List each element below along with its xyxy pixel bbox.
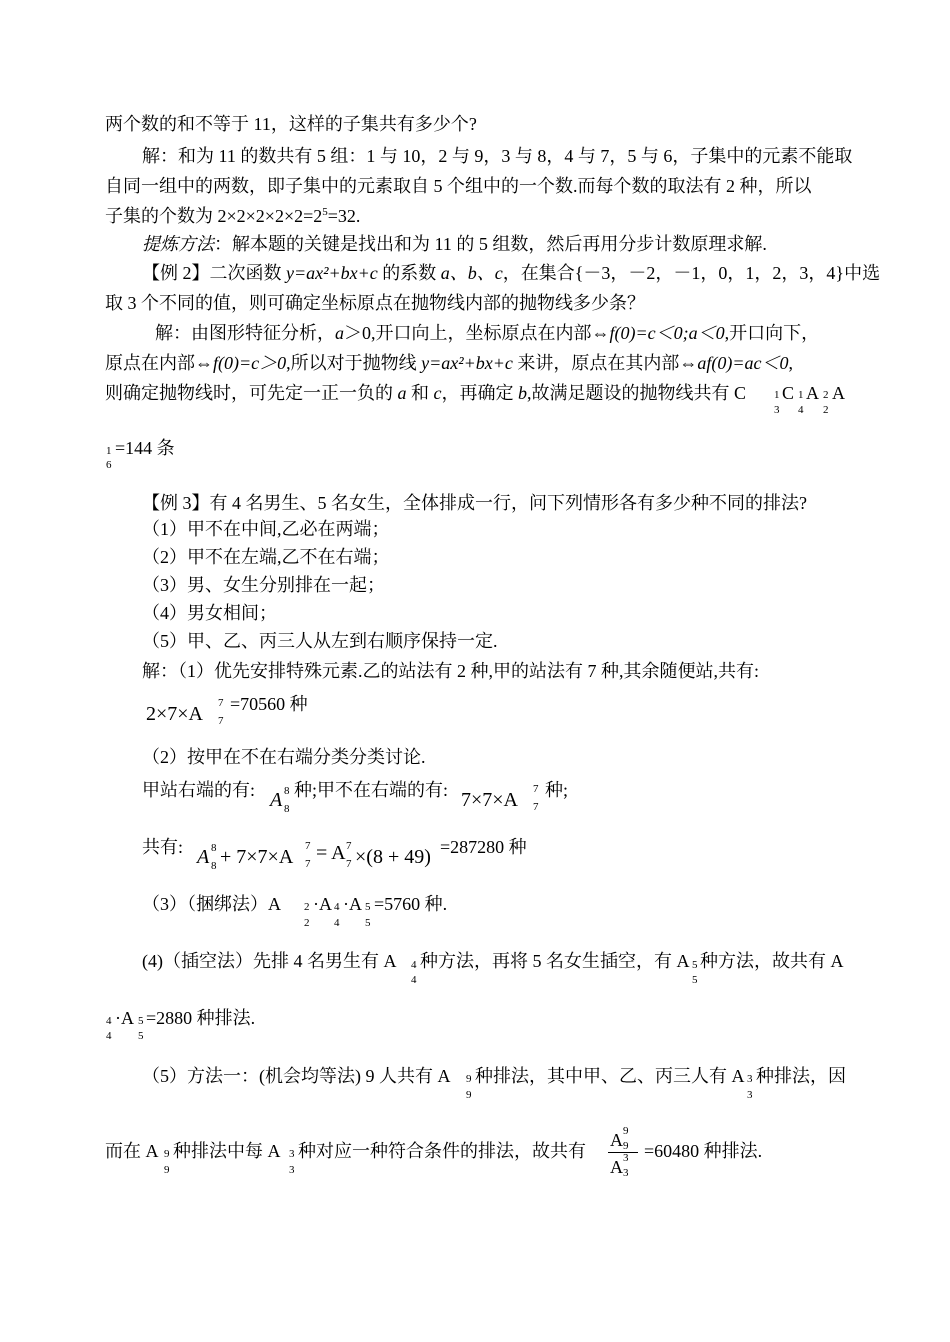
- c1-sup: 1: [774, 389, 780, 401]
- solution-3-part-5b: 种排法，其中甲、乙、丙三人有 A: [475, 1066, 745, 1086]
- formula-4-result: =287280 种: [440, 837, 527, 857]
- formula-4c-sup: 7: [346, 840, 352, 852]
- p4-result: =2880 种排法.: [146, 1008, 256, 1028]
- solution-2-line-3: [105, 382, 746, 404]
- condition-expr: f(0)=c＜0;a＜0: [609, 323, 725, 343]
- var-c: c: [433, 383, 442, 403]
- p4-sub-3: 4: [106, 1030, 112, 1042]
- frac-den-sup: 3: [623, 1152, 629, 1164]
- text-seg: 解：由图形特征分析，: [155, 323, 335, 343]
- example-3-case-5: （5）甲、乙、丙三人从左到右顺序保持一定.: [142, 631, 498, 651]
- p6-sub-1: 9: [164, 1164, 170, 1176]
- exponent: 5: [322, 206, 328, 218]
- formula-3-sup: 7: [533, 783, 539, 795]
- var-b: b: [518, 383, 527, 403]
- a1-sup: 2: [823, 389, 829, 401]
- solution-3-part-4c: 种方法，故共有 A: [700, 951, 844, 971]
- var-a: a: [397, 383, 407, 403]
- solution-3-part-6b: 种排法中每 A: [173, 1141, 281, 1161]
- text-seg: ＞0,开口向上，坐标原点在内部⇔: [344, 323, 610, 343]
- var-a: a: [335, 323, 344, 343]
- p3-a2: ·A: [313, 894, 332, 914]
- p3-sup-1: 2: [304, 901, 310, 913]
- formula-3-sub: 7: [533, 801, 539, 813]
- final-result: =60480 种排法.: [644, 1141, 763, 1161]
- solution-3-part-2d: 共有:: [142, 837, 184, 857]
- frac-num-letter: A: [610, 1130, 623, 1150]
- a2-symbol: A: [832, 383, 845, 403]
- formula-1: 2×7×A: [146, 703, 204, 725]
- p3-sup-3: 5: [365, 901, 371, 913]
- formula-4b: + 7×7×A: [220, 846, 294, 868]
- example-2-line-2: 取 3 个不同的值，则可确定坐标原点在抛物线内部的抛物线多少条？: [105, 293, 645, 313]
- c2-symbol: C: [782, 383, 795, 403]
- a2-sub: 6: [106, 459, 112, 471]
- p3-sub-2: 4: [334, 917, 340, 929]
- formula-4a-sub: 8: [211, 860, 217, 872]
- fraction-denominator: [608, 1152, 638, 1179]
- text-seg: ,: [788, 353, 794, 373]
- formula-3: 7×7×A: [461, 789, 519, 811]
- solution-3-part-4: (4)（插空法）先排 4 名男生有 A: [142, 951, 397, 971]
- formula-1-result: =70560 种: [230, 694, 308, 714]
- text-seg: =32.: [327, 206, 361, 226]
- example-3-case-1: （1）甲不在中间,乙必在两端；: [142, 519, 390, 539]
- solution-3-part-6c: 种对应一种符合条件的排法，故共有: [298, 1141, 586, 1161]
- example-2-line-1: [142, 262, 880, 284]
- frac-den-sub: 3: [623, 1167, 629, 1179]
- formula-4c-sub: 7: [346, 858, 352, 870]
- condition-expr: f(0)=c＞0: [213, 353, 287, 373]
- solution-3-part-2c: 种;: [545, 780, 569, 800]
- text-seg: 和: [406, 383, 434, 403]
- p3-a3: ·A: [343, 894, 362, 914]
- text-line-1: 两个数的和不等于 11，这样的子集共有多少个?: [105, 114, 477, 134]
- formula-4a: A: [197, 846, 210, 868]
- formula-2-sub: 8: [284, 803, 290, 815]
- formula-4a-sup: 8: [211, 842, 217, 854]
- formula-4b-sup: 7: [305, 840, 311, 852]
- fraction-numerator: [608, 1125, 638, 1152]
- formula-2-sup: 8: [284, 785, 290, 797]
- text-line-2: 解：和为 11 的数共有 5 组：1 与 10，2 与 9，3 与 8，4 与 7，5 与 6，子集中的元素不能取: [142, 146, 853, 166]
- text-seg: ，在集合{－3，－2，－1，0，1，2，3，4}中选: [502, 263, 881, 283]
- solution-3-part-6: 而在 A: [105, 1141, 159, 1161]
- solution-2-line-1: [155, 322, 819, 344]
- text-seg: 原点在内部⇔: [105, 353, 213, 373]
- c1-sub: 3: [774, 404, 780, 416]
- condition-expr: af(0)=ac＜0: [697, 353, 789, 373]
- solution-2-result: =144 条: [115, 438, 175, 458]
- p3-sub-1: 2: [304, 917, 310, 929]
- formula-1-sub: 7: [218, 715, 224, 727]
- coefficients: a、b、c: [440, 263, 503, 283]
- solution-3-part-2b: 种;甲不在右端的有:: [294, 780, 449, 800]
- a1-sub: 2: [823, 404, 829, 416]
- c2-sup: 1: [798, 389, 804, 401]
- c2-sub: 4: [798, 404, 804, 416]
- example-3-case-4: （4）男女相间；: [142, 603, 277, 623]
- text-line-3: 自同一组中的两数，即子集中的元素取自 5 个组中的一个数.而每个数的取法有 2 种，所以: [105, 176, 812, 196]
- p4-sup-4: 5: [138, 1015, 144, 1027]
- formula-4c: = A: [316, 842, 346, 864]
- p5-sup-1: 9: [466, 1073, 472, 1085]
- p4-sup-1: 4: [411, 959, 417, 971]
- example-3-case-2: （2）甲不在左端,乙不在右端；: [142, 547, 390, 567]
- solution-3-part-2: （2）按甲在不在右端分类分类讨论.: [142, 747, 426, 767]
- function-expr: y=ax²+bx+c: [421, 353, 513, 373]
- text-seg: ,开口向下，: [724, 323, 820, 343]
- solution-2-line-2: [105, 352, 793, 374]
- text-line-4: [105, 205, 360, 227]
- text-seg: 来讲，原点在其内部⇔: [512, 353, 698, 373]
- text-seg: 的系数: [377, 263, 441, 283]
- p4-sub-2: 5: [692, 974, 698, 986]
- example-3-case-3: （3）男、女生分别排在一起；: [142, 575, 385, 595]
- a1-symbol: A: [806, 383, 819, 403]
- frac-den-letter: A: [610, 1157, 623, 1177]
- a2-sup: 1: [106, 445, 112, 457]
- solution-3-part-2a: 甲站右端的有:: [142, 780, 256, 800]
- p4-sup-3: 4: [106, 1015, 112, 1027]
- p3-sup-2: 4: [334, 901, 340, 913]
- function-expr: y=ax²+bx+c: [286, 263, 378, 283]
- text-seg: 子集的个数为 2×2×2×2×2=2: [105, 206, 323, 226]
- p4-sub-1: 4: [411, 974, 417, 986]
- text-seg: ：解本题的关键是找出和为 11 的 5 组数，然后再用分步计数原理求解.: [214, 234, 767, 254]
- fraction: [608, 1125, 638, 1179]
- solution-3-part-5: （5）方法一：(机会均等法) 9 人共有 A: [142, 1066, 451, 1086]
- p6-sup-1: 9: [164, 1148, 170, 1160]
- p5-sub-1: 9: [466, 1089, 472, 1101]
- text-seg: ,所以对于抛物线: [286, 353, 422, 373]
- p5-sub-2: 3: [747, 1089, 753, 1101]
- solution-3-part-4b: 种方法，再将 5 名女生插空，有 A: [420, 951, 690, 971]
- p3-sub-3: 5: [365, 917, 371, 929]
- text-seg: 【例 2】二次函数: [142, 263, 286, 283]
- p6-sub-2: 3: [289, 1164, 295, 1176]
- formula-4b-sub: 7: [305, 858, 311, 870]
- solution-3-part-3: （3）（捆绑法）A: [142, 894, 281, 914]
- method-label: 提炼方法: [142, 234, 214, 254]
- text-seg: ,故满足题设的抛物线共有 C: [527, 383, 747, 403]
- text-seg: 则确定抛物线时，可先定一正一负的: [105, 383, 398, 403]
- formula-4d: ×(8 + 49): [355, 846, 431, 868]
- example-3-heading: 【例 3】有 4 名男生、5 名女生，全体排成一行，问下列情形各有多少种不同的排法?: [142, 493, 807, 513]
- solution-3-part-5c: 种排法，因: [756, 1066, 846, 1086]
- p5-sup-2: 3: [747, 1073, 753, 1085]
- p3-result: =5760 种.: [374, 894, 448, 914]
- frac-num-sup: 9: [623, 1125, 629, 1137]
- frac-num-sub: 9: [623, 1140, 629, 1152]
- formula-1-sup: 7: [218, 697, 224, 709]
- p6-sup-2: 3: [289, 1148, 295, 1160]
- solution-3-part-1: 解：（1）优先安排特殊元素.乙的站法有 2 种,甲的站法有 7 种,其余随便站,共有:: [142, 661, 759, 681]
- p4-a: ·A: [115, 1008, 134, 1028]
- p4-sup-2: 5: [692, 959, 698, 971]
- method-line: [142, 233, 767, 255]
- text-seg: ，再确定: [441, 383, 518, 403]
- p4-sub-4: 5: [138, 1030, 144, 1042]
- formula-2: A: [270, 789, 283, 811]
